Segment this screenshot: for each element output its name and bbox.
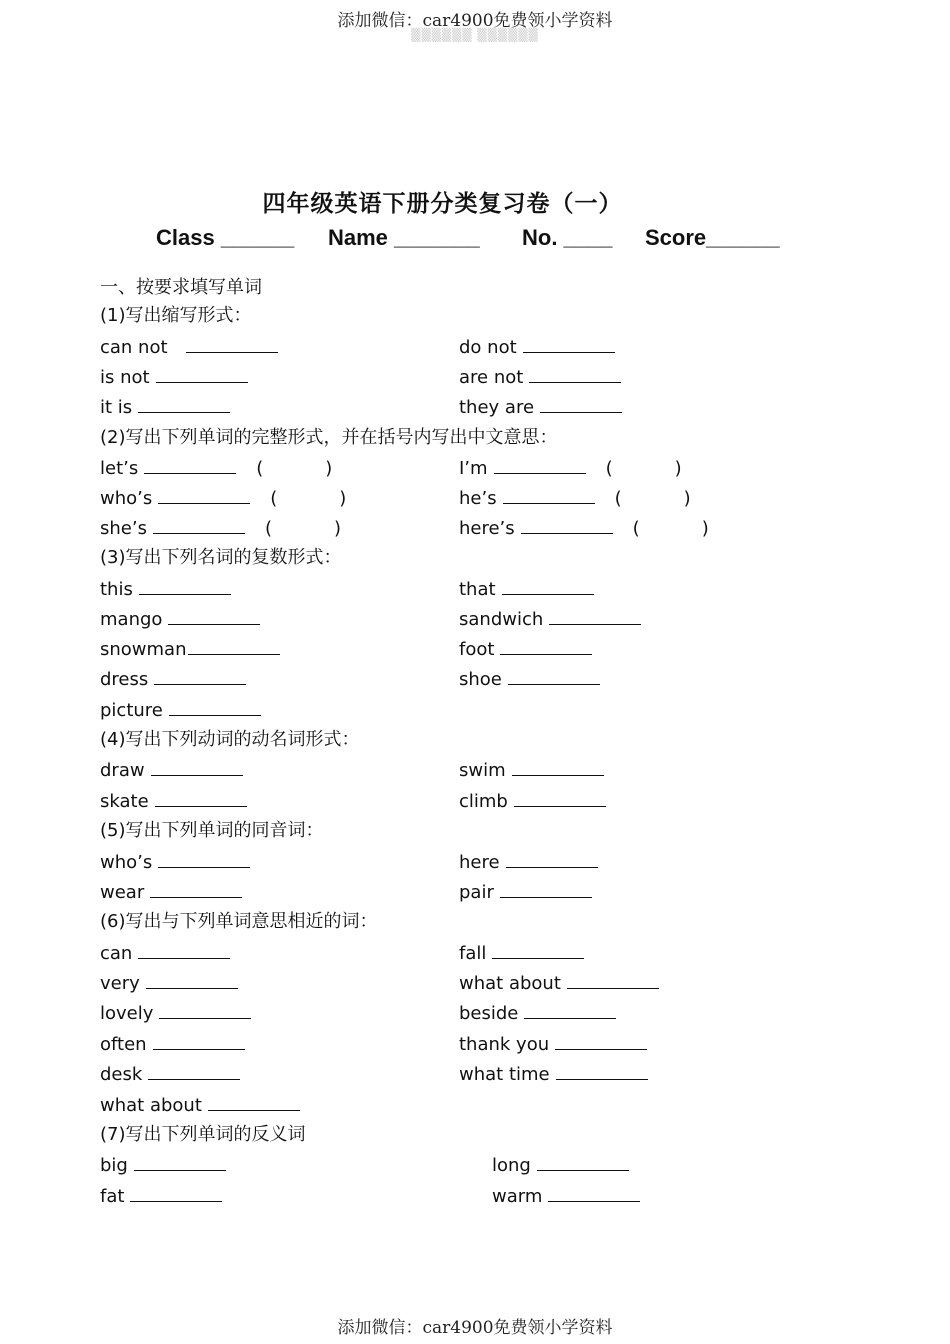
answer-blank[interactable] [556,1063,648,1080]
item-word: this [100,579,133,600]
exercise-item [100,396,230,419]
item-word: draw [100,760,145,781]
item-word: desk [100,1064,143,1085]
exercise-item [459,638,592,661]
item-word: can not [100,337,168,358]
meaning-brackets[interactable]: ( ) [605,458,682,479]
exercise-item [459,608,641,631]
exercise-item [459,457,682,480]
score-field: Score______ [645,225,780,250]
item-word: thank you [459,1034,550,1055]
exercise-item [100,1154,226,1177]
answer-blank[interactable] [134,1154,226,1171]
answer-blank[interactable] [138,942,230,959]
item-word: let’s [100,458,139,479]
watermark-top: 添加微信：car4900免费领小学资料 [337,11,613,31]
answer-blank[interactable] [208,1094,300,1111]
item-word: here’s [459,518,515,539]
part-heading: (1)写出缩写形式： [100,305,252,326]
exercise-item [459,578,594,601]
answer-blank[interactable] [549,608,641,625]
item-word: often [100,1034,147,1055]
answer-blank[interactable] [158,487,250,504]
answer-blank[interactable] [186,336,278,353]
exercise-item [100,638,280,661]
item-word: pair [459,882,494,903]
answer-blank[interactable] [130,1185,222,1202]
item-word: what time [459,1064,550,1085]
item-word: climb [459,791,508,812]
exercise-item [459,1002,616,1025]
answer-blank[interactable] [168,608,260,625]
answer-blank[interactable] [503,487,595,504]
exercise-item [459,790,606,813]
item-word: lovely [100,1003,154,1024]
answer-blank[interactable] [500,881,592,898]
class-field: Class ______ [156,225,295,250]
exercise-item [100,608,260,631]
part-heading: (4)写出下列动词的动名词形式： [100,729,360,750]
exercise-item [459,851,598,874]
answer-blank[interactable] [500,638,592,655]
answer-blank[interactable] [156,366,248,383]
item-word: it is [100,397,133,418]
meaning-brackets[interactable]: ( ) [632,518,709,539]
item-word: beside [459,1003,519,1024]
item-word: long [492,1155,531,1176]
answer-blank[interactable] [540,396,622,413]
answer-blank[interactable] [158,851,250,868]
answer-blank[interactable] [139,578,231,595]
answer-blank[interactable] [521,517,613,534]
exercise-item [459,336,615,359]
exercise-item [459,517,709,540]
item-word: can [100,943,133,964]
exercise-item [100,578,231,601]
item-word: mango [100,609,163,630]
item-word: swim [459,760,506,781]
meaning-brackets[interactable]: ( ) [614,488,691,509]
item-word: wear [100,882,145,903]
part-heading: (7)写出下列单词的反义词 [100,1124,306,1145]
answer-blank[interactable] [154,668,246,685]
item-word: he’s [459,488,497,509]
exercise-item [459,1033,647,1056]
item-word: skate [100,791,149,812]
item-word: foot [459,639,495,660]
exercise-item [459,487,691,510]
answer-blank[interactable] [138,396,230,413]
answer-blank[interactable] [555,1033,647,1050]
item-word: picture [100,700,163,721]
answer-blank[interactable] [146,972,238,989]
exercise-item [100,942,230,965]
answer-blank[interactable] [150,881,242,898]
meaning-brackets[interactable]: ( ) [270,488,347,509]
exercise-item [100,1002,251,1025]
item-word: who’s [100,852,153,873]
exercise-item [492,1154,629,1177]
exercise-item [459,881,592,904]
answer-blank[interactable] [494,457,586,474]
answer-blank[interactable] [151,759,243,776]
watermark-ghost: ▒▒▒▒▒▒ ▒▒▒▒▒▒ [411,28,539,42]
item-word: dress [100,669,149,690]
answer-blank[interactable] [537,1154,629,1171]
answer-blank[interactable] [512,759,604,776]
answer-blank[interactable] [188,638,280,655]
exercise-item [100,366,248,389]
meaning-brackets[interactable]: ( ) [264,518,342,539]
exercise-item [459,668,600,691]
item-word: big [100,1155,128,1176]
exercise-item [100,1094,300,1117]
exercise-item [459,972,659,995]
exercise-item [100,517,341,540]
answer-blank[interactable] [524,1002,616,1019]
item-word: I’m [459,458,488,479]
part-heading: (3)写出下列名词的复数形式： [100,547,342,568]
exercise-item [459,759,604,782]
item-word: do not [459,337,517,358]
part-heading: (6)写出与下列单词意思相近的词： [100,911,378,932]
item-word: very [100,973,140,994]
section-heading: 一、按要求填写单词 [100,277,262,298]
item-word: that [459,579,496,600]
answer-blank[interactable] [529,366,621,383]
meaning-brackets[interactable]: ( ) [256,458,333,479]
answer-blank[interactable] [548,1185,640,1202]
item-word: are not [459,367,524,388]
item-word: what about [459,973,561,994]
item-word: is not [100,367,150,388]
answer-blank[interactable] [514,790,606,807]
exercise-item [459,942,584,965]
item-word: fat [100,1186,125,1207]
exercise-item [100,851,250,874]
answer-blank[interactable] [502,578,594,595]
exercise-item [100,1063,240,1086]
exercise-item [459,396,622,419]
answer-blank[interactable] [153,1033,245,1050]
answer-blank[interactable] [155,790,247,807]
answer-blank[interactable] [506,851,598,868]
exercise-item [492,1185,640,1208]
answer-blank[interactable] [159,1002,251,1019]
exercise-item [459,1063,648,1086]
exercise-item [100,1185,222,1208]
exercise-item [100,972,238,995]
number-field: No. ____ [522,225,613,250]
answer-blank[interactable] [523,336,615,353]
exercise-item [100,457,332,480]
exercise-item [100,1033,245,1056]
worksheet-title: 四年级英语下册分类复习卷（一） [262,191,623,217]
item-word: here [459,852,500,873]
item-word: who’s [100,488,153,509]
exercise-item [100,336,278,359]
answer-blank[interactable] [492,942,584,959]
exercise-item [100,759,243,782]
answer-blank[interactable] [148,1063,240,1080]
answer-blank[interactable] [144,457,236,474]
answer-blank[interactable] [169,699,261,716]
name-field: Name _______ [328,225,480,250]
item-word: they are [459,397,535,418]
exercise-item [100,668,246,691]
item-word: fall [459,943,487,964]
answer-blank[interactable] [508,668,600,685]
exercise-item [100,790,247,813]
item-word: she’s [100,518,147,539]
watermark-bottom: 添加微信：car4900免费领小学资料 [337,1318,613,1338]
exercise-item [459,366,621,389]
item-word: warm [492,1186,543,1207]
exercise-item [100,699,261,722]
item-word: sandwich [459,609,544,630]
part-heading: (2)写出下列单词的完整形式，并在括号内写出中文意思： [100,427,558,448]
item-word: snowman [100,639,187,660]
exercise-item [100,487,346,510]
item-word: shoe [459,669,502,690]
answer-blank[interactable] [153,517,245,534]
part-heading: (5)写出下列单词的同音词： [100,820,324,841]
exercise-item [100,881,242,904]
item-word: what about [100,1095,202,1116]
answer-blank[interactable] [567,972,659,989]
